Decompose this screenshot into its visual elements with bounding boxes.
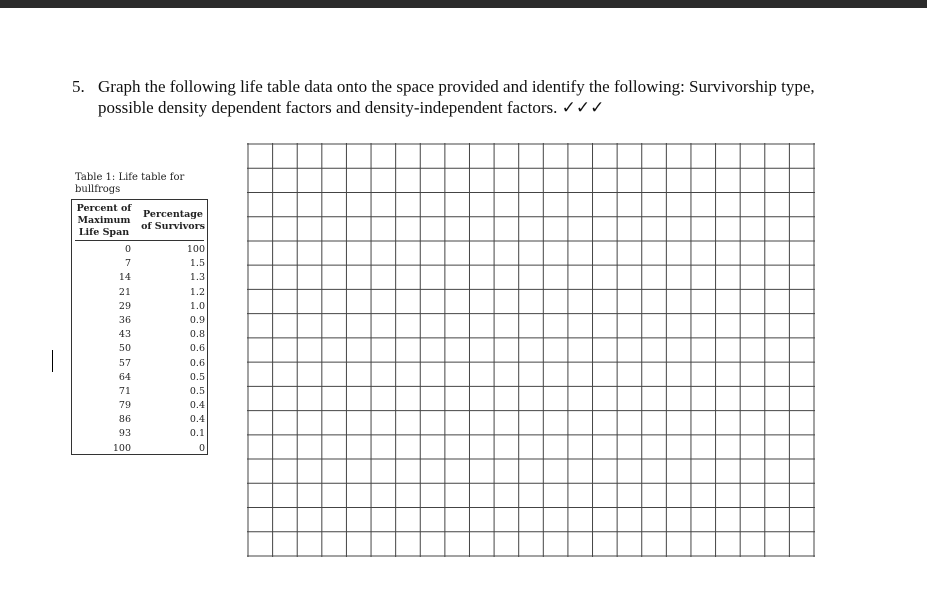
- survivors-value: 1.3: [189, 272, 205, 284]
- table-row: [72, 243, 207, 257]
- survivors-value: 0.6: [189, 343, 205, 355]
- life-span-value: 86: [118, 414, 131, 426]
- survivors-value: 0.9: [189, 314, 205, 326]
- survivors-value: 0: [198, 442, 205, 454]
- life-span-value: 79: [118, 400, 131, 412]
- life-span-value: 57: [118, 357, 131, 369]
- table-row: [72, 271, 207, 285]
- table-row: [72, 300, 207, 314]
- survivors-value: 1.2: [189, 286, 205, 298]
- life-span-value: 7: [124, 258, 131, 270]
- survivors-value: 1.5: [189, 258, 205, 270]
- life-table: [71, 199, 208, 455]
- life-span-value: 14: [118, 272, 131, 284]
- graph-paper-grid: [247, 143, 815, 557]
- life-span-value: 0: [124, 244, 131, 255]
- table-row: [72, 385, 207, 399]
- life-span-value: 64: [118, 371, 131, 383]
- table-row: [72, 342, 207, 356]
- table-row: [72, 371, 207, 385]
- table-body: [72, 243, 207, 456]
- life-span-value: 93: [118, 428, 131, 440]
- life-span-value: 43: [118, 329, 131, 341]
- column-header-survivors: Percentage of Survivors: [141, 209, 205, 232]
- survivors-value: 0.4: [189, 414, 205, 426]
- window-top-bar: [0, 0, 927, 8]
- table-row: [72, 413, 207, 427]
- survivors-value: 0.5: [189, 385, 205, 397]
- survivors-value: 100: [186, 244, 205, 255]
- table-caption: Table 1: Life table for bullfrogs: [75, 172, 185, 195]
- life-span-value: 71: [118, 385, 131, 397]
- table-row: [72, 357, 207, 371]
- question-number: 5.: [72, 77, 85, 96]
- column-header-life-span: Percent of Maximum Life Span: [76, 203, 132, 238]
- table-row: [72, 328, 207, 342]
- survivors-value: 0.6: [189, 357, 205, 369]
- life-span-value: 50: [118, 343, 131, 355]
- question-text: Graph the following life table data onto the space provided and identify the following: Survivorship type, possible density dependent factors and density-independent factors. ✓✓✓: [98, 77, 815, 117]
- table-row: [72, 427, 207, 441]
- table-row: [72, 257, 207, 271]
- header-divider: [75, 240, 204, 241]
- table-row: [72, 286, 207, 300]
- table-row: [72, 314, 207, 328]
- table-row: [72, 442, 207, 456]
- survivors-value: 0.8: [189, 329, 205, 341]
- life-span-value: 36: [118, 314, 131, 326]
- survivors-value: 0.5: [189, 371, 205, 383]
- survivors-value: 0.1: [189, 428, 205, 440]
- life-span-value: 100: [112, 442, 131, 454]
- life-span-value: 29: [118, 300, 131, 312]
- table-row: [72, 399, 207, 413]
- life-span-value: 21: [118, 286, 131, 298]
- survivors-value: 0.4: [189, 400, 205, 412]
- survivors-value: 1.0: [189, 300, 205, 312]
- text-cursor: [52, 350, 53, 372]
